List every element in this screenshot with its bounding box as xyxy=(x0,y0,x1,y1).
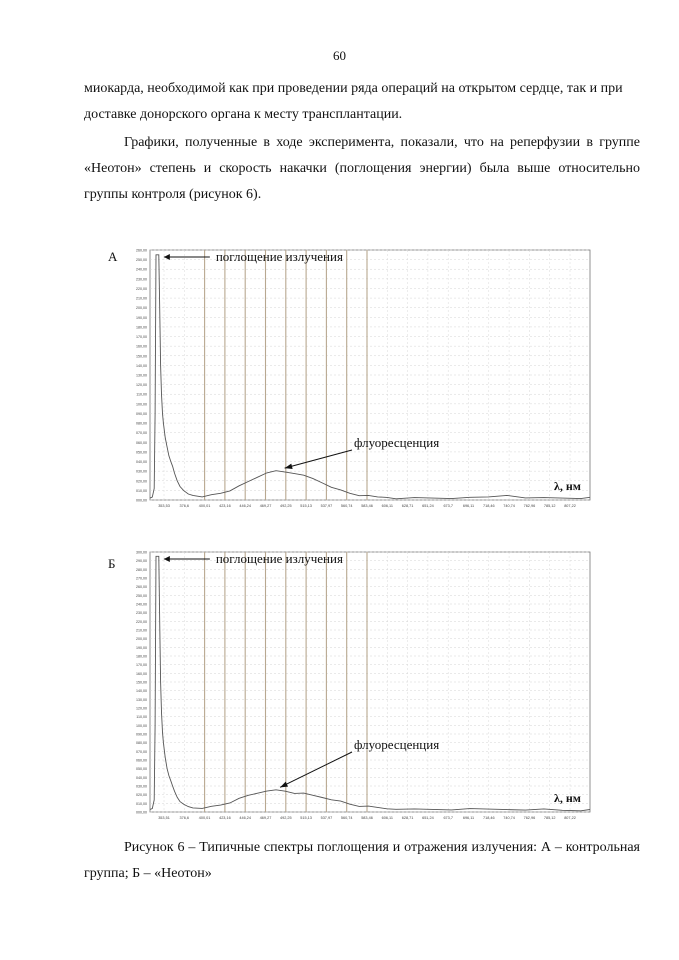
panel-1-y-tick-label: 050,00 xyxy=(136,767,147,772)
panel-0-x-tick-label: 606,11 xyxy=(381,504,393,508)
panel-0-x-tick-label: 492,25 xyxy=(279,504,292,508)
panel-0-y-tick-label: 050,00 xyxy=(136,450,147,455)
panel-0-y-tick-label: 220,00 xyxy=(136,286,147,291)
panel-0-y-tick-label: 240,00 xyxy=(136,267,147,272)
panel-1-x-tick-label: 785,12 xyxy=(543,816,556,820)
panel-0-y-tick-label: 010,00 xyxy=(136,488,147,493)
panel-1-y-tick-label: 160,00 xyxy=(136,671,147,676)
panel-0-y-tick-label: 090,00 xyxy=(136,411,147,416)
panel-0-x-tick-label: 673,7 xyxy=(443,504,453,508)
panel-1-x-tick-label: 376,6 xyxy=(179,816,190,820)
panel-0-y-tick-label: 170,00 xyxy=(136,335,147,340)
panel-1-x-tick-label: 696,11 xyxy=(462,816,475,820)
panel-0-y-tick-label: 080,00 xyxy=(136,421,147,426)
panel-1-x-tick-label: 651,24 xyxy=(422,816,434,820)
panel-1-y-tick-label: 230,00 xyxy=(136,611,147,616)
panel-0-x-tick-label: 651,24 xyxy=(422,504,434,508)
panel-1-y-tick-label: 250,00 xyxy=(136,593,147,598)
panel-1-y-tick-label: 240,00 xyxy=(136,602,147,607)
panel-0-fluorescence-label: флуоресценция xyxy=(354,435,440,450)
panel-0-x-tick-label: 583,46 xyxy=(361,504,373,508)
panel-1-y-tick-label: 110,00 xyxy=(136,715,147,720)
panel-0-x-tick-label: 560,74 xyxy=(340,504,353,508)
panel-0-y-tick-label: 030,00 xyxy=(136,469,147,474)
panel-0-y-tick-label: 140,00 xyxy=(136,363,147,368)
panel-1-x-tick-label: 718,46 xyxy=(482,816,495,820)
panel-1-x-tick-label: 628,71 xyxy=(401,816,414,820)
panel-0-x-tick-label: 785,12 xyxy=(543,504,556,508)
panel-0-x-tick-label: 400,01 xyxy=(198,504,211,508)
panel-1-x-tick-label: 400,01 xyxy=(198,816,211,820)
panel-label-a: А xyxy=(108,249,118,264)
figure-6b-svg xyxy=(116,548,594,826)
panel-1-y-tick-label: 130,00 xyxy=(136,697,147,702)
figure-6a-chart xyxy=(116,246,594,514)
panel-1-x-tick-label: 537,97 xyxy=(320,816,333,820)
panel-1-x-tick-label: 807,22 xyxy=(564,816,576,820)
panel-1-y-tick-label: 140,00 xyxy=(136,689,147,694)
panel-1-y-tick-label: 060,00 xyxy=(136,758,147,763)
panel-0-y-tick-label: 060,00 xyxy=(136,440,147,445)
panel-0-x-axis-label: λ, нм xyxy=(554,479,581,493)
panel-1-y-tick-label: 010,00 xyxy=(136,801,147,806)
panel-0-x-tick-label: 446,24 xyxy=(239,504,252,508)
panel-1-x-tick-label: 583,46 xyxy=(361,816,373,820)
panel-1-x-tick-label: 492,25 xyxy=(279,816,292,820)
paragraph-continuation: миокарда, необходимой как при проведении ряда операций на открытом сердце, так и при доставке донорского органа к месту трансплантации. xyxy=(84,81,623,122)
panel-0-y-tick-label: 200,00 xyxy=(136,306,147,311)
panel-0-x-tick-label: 807,22 xyxy=(564,504,576,508)
panel-1-x-tick-label: 515,13 xyxy=(300,816,312,820)
figure-6b-chart xyxy=(116,548,594,820)
panel-0-y-tick-label: 230,00 xyxy=(136,277,147,282)
panel-1-x-tick-label: 560,74 xyxy=(340,816,353,820)
panel-0-x-tick-label: 740,74 xyxy=(503,504,515,508)
panel-0-y-tick-label: 040,00 xyxy=(136,460,147,465)
panel-1-y-tick-label: 280,00 xyxy=(136,567,147,572)
panel-0-y-tick-label: 070,00 xyxy=(136,431,147,436)
panel-0-x-tick-label: 762,96 xyxy=(523,504,536,508)
panel-1-y-tick-label: 270,00 xyxy=(136,576,147,581)
panel-1-fluorescence-label: флуоресценция xyxy=(354,737,440,752)
panel-0-x-tick-label: 515,13 xyxy=(300,504,312,508)
panel-1-y-tick-label: 220,00 xyxy=(136,619,147,624)
panel-1-y-tick-label: 100,00 xyxy=(136,723,147,728)
panel-0-y-tick-label: 250,00 xyxy=(136,258,147,263)
panel-0-y-tick-label: 190,00 xyxy=(136,315,147,320)
panel-0-y-tick-label: 120,00 xyxy=(136,383,147,388)
panel-1-x-tick-label: 469,27 xyxy=(259,816,272,820)
panel-0-x-tick-label: 469,27 xyxy=(259,504,272,508)
panel-1-y-tick-label: 180,00 xyxy=(136,654,147,659)
panel-0-y-tick-label: 000,00 xyxy=(136,498,147,503)
panel-0-x-tick-label: 376,6 xyxy=(179,504,190,508)
panel-1-y-tick-label: 070,00 xyxy=(136,749,147,754)
panel-1-x-tick-label: 423,16 xyxy=(219,816,231,820)
panel-0-x-tick-label: 423,16 xyxy=(219,504,231,508)
panel-1-x-tick-label: 740,74 xyxy=(503,816,515,820)
panel-1-y-tick-label: 150,00 xyxy=(136,680,147,685)
panel-1-x-tick-label: 606,11 xyxy=(381,816,393,820)
panel-0-x-tick-label: 696,11 xyxy=(462,504,475,508)
panel-label-b: Б xyxy=(108,556,116,571)
panel-1-x-tick-label: 673,7 xyxy=(443,816,453,820)
paragraph-results: Графики, полученные в ходе эксперимента, показали, что на реперфузии в группе «Неотон» степень и скорость накачки (поглощения энергии) была выше относительно группы контроля (рисунок 6). xyxy=(84,135,640,202)
panel-0-y-tick-label: 020,00 xyxy=(136,479,147,484)
panel-1-y-tick-label: 170,00 xyxy=(136,663,147,668)
panel-1-x-tick-label: 446,24 xyxy=(239,816,252,820)
panel-0-x-tick-label: 537,97 xyxy=(320,504,333,508)
panel-1-x-tick-label: 353,51 xyxy=(158,816,170,820)
panel-1-x-axis-label: λ, нм xyxy=(554,791,581,805)
figure-6a-svg xyxy=(116,246,594,514)
panel-0-y-tick-label: 260,00 xyxy=(136,248,147,253)
panel-1-y-tick-label: 300,00 xyxy=(136,550,147,555)
panel-0-x-tick-label: 353,53 xyxy=(158,504,170,508)
panel-0-x-tick-label: 718,46 xyxy=(482,504,495,508)
panel-0-y-tick-label: 150,00 xyxy=(136,354,147,359)
panel-1-y-tick-label: 290,00 xyxy=(136,559,147,564)
figure-caption: Рисунок 6 – Типичные спектры поглощения и отражения излучения: А – контрольная группа; Б – «Неотон» xyxy=(84,840,640,881)
panel-1-y-tick-label: 120,00 xyxy=(136,706,147,711)
panel-1-x-tick-label: 762,96 xyxy=(523,816,536,820)
panel-1-y-tick-label: 190,00 xyxy=(136,645,147,650)
panel-0-y-tick-label: 160,00 xyxy=(136,344,147,349)
panel-0-y-tick-label: 210,00 xyxy=(136,296,147,301)
panel-1-y-tick-label: 000,00 xyxy=(136,810,147,815)
panel-0-y-tick-label: 130,00 xyxy=(136,373,147,378)
page-number: 60 xyxy=(333,48,346,63)
panel-1-y-tick-label: 020,00 xyxy=(136,793,147,798)
panel-0-y-tick-label: 110,00 xyxy=(136,392,147,397)
panel-1-y-tick-label: 080,00 xyxy=(136,741,147,746)
panel-1-absorption-label: поглощение излучения xyxy=(215,551,343,566)
panel-1-y-tick-label: 030,00 xyxy=(136,784,147,789)
panel-1-y-tick-label: 090,00 xyxy=(136,732,147,737)
panel-0-x-tick-label: 628,71 xyxy=(401,504,414,508)
panel-0-y-tick-label: 180,00 xyxy=(136,325,147,330)
panel-1-y-tick-label: 200,00 xyxy=(136,637,147,642)
panel-1-y-tick-label: 210,00 xyxy=(136,628,147,633)
panel-0-y-tick-label: 100,00 xyxy=(136,402,147,407)
panel-1-y-tick-label: 260,00 xyxy=(136,585,147,590)
panel-0-absorption-label: поглощение излучения xyxy=(215,249,343,264)
panel-1-y-tick-label: 040,00 xyxy=(136,775,147,780)
